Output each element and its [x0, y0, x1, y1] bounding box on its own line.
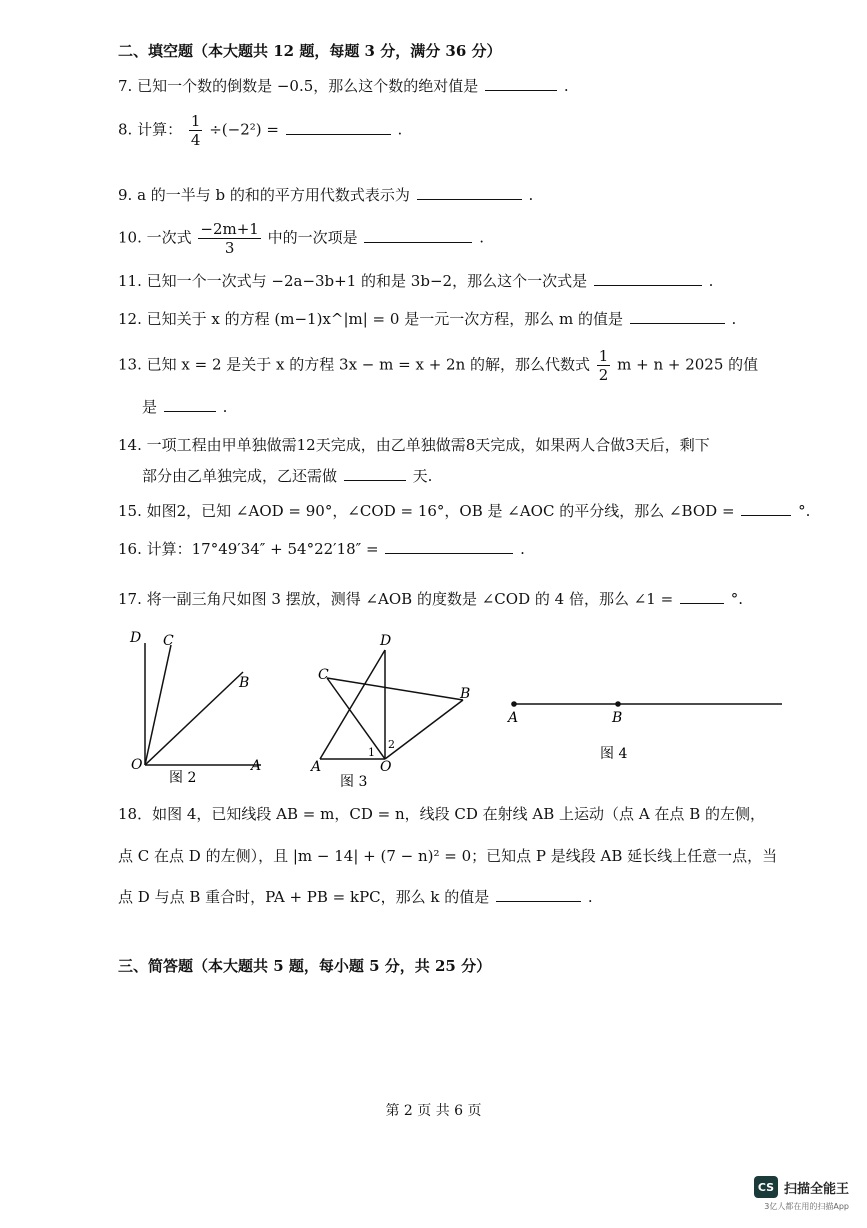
question-18-line1: 18．如图 4，已知线段 AB = m，CD = n，线段 CD 在射线 AB 上运动（点 A 在点 B 的左侧， [118, 805, 765, 823]
question-13-line2 [142, 396, 227, 418]
fig2-label-b: B [239, 675, 250, 691]
question-18-line3 [118, 886, 593, 908]
q7-text: 7. 已知一个数的倒数是 −0.5，那么这个数的绝对值是 [118, 77, 479, 95]
q17-unit: °. [730, 590, 744, 608]
q8-answer-blank[interactable] [286, 120, 391, 135]
fig3-edge-co [327, 678, 385, 759]
q16-text: 16. 计算：17°49′34″ + 54°22′18″ = [118, 540, 379, 558]
q9-answer-blank[interactable] [417, 185, 522, 200]
q13-answer-blank[interactable] [164, 397, 216, 412]
question-16 [118, 538, 525, 560]
question-12 [118, 308, 736, 330]
q10-fraction [198, 220, 260, 257]
fig3-angle-1: 1 [368, 746, 375, 759]
q16-answer-blank[interactable] [385, 539, 513, 554]
question-17 [118, 588, 743, 610]
section-3-title: 三、简答题（本大题共 5 题，每小题 5 分，共 25 分） [118, 957, 492, 975]
page-number: 第 2 页 共 6 页 [385, 1103, 482, 1119]
question-10 [118, 220, 484, 257]
q13-numerator: 1 [598, 347, 609, 365]
fig3-edge-cb [327, 678, 463, 700]
q14-line2-text: 部分由乙单独完成，乙还需做 [142, 467, 338, 485]
q8-denominator: 4 [190, 131, 201, 149]
question-14-line2 [142, 465, 432, 487]
q9-period: . [528, 186, 534, 204]
q9-text: 9. a 的一半与 b 的和的平方用代数式表示为 [118, 186, 410, 204]
q17-text: 17. 将一副三角尺如图 3 摆放，测得 ∠AOB 的度数是 ∠COD 的 4 倍，那么 ∠1 = [118, 590, 674, 608]
question-15 [118, 500, 810, 522]
question-11 [118, 270, 713, 292]
question-9 [118, 184, 533, 206]
fig2-label-a: A [251, 758, 262, 774]
question-7 [118, 75, 569, 97]
q14-unit: 天. [412, 467, 433, 485]
q13-period: . [222, 398, 228, 416]
q10-denominator: 3 [224, 239, 235, 257]
fig3-caption: 图 3 [340, 774, 368, 790]
question-8 [118, 112, 402, 149]
fig2-label-o: O [131, 757, 143, 773]
fig3-label-d: D [380, 633, 392, 649]
fig4-label-b: B [612, 710, 623, 726]
fig2-ray-ob [145, 672, 243, 765]
q10-period: . [479, 228, 484, 247]
question-13 [118, 347, 758, 384]
figure-4 [500, 690, 790, 770]
fig3-label-a: A [311, 759, 322, 775]
fig2-caption: 图 2 [169, 770, 197, 786]
watermark-name: 扫描全能王 [783, 1181, 849, 1197]
q12-period: . [731, 310, 737, 328]
q7-answer-blank[interactable] [485, 76, 557, 91]
q10-label: 10. 一次式 [118, 228, 192, 247]
q15-text: 15. 如图2，已知 ∠AOD = 90°，∠COD = 16°，OB 是 ∠AOC 的平分线，那么 ∠BOD = [118, 502, 735, 520]
q10-answer-blank[interactable] [364, 228, 472, 243]
watermark-subtitle: 3亿人都在用的扫描App [764, 1202, 849, 1211]
q8-fraction [189, 112, 203, 149]
q8-numerator: 1 [190, 112, 201, 130]
q12-answer-blank[interactable] [630, 309, 725, 324]
fig2-label-c: C [163, 633, 174, 649]
fig3-edge-ad [320, 650, 385, 759]
q7-period: . [563, 77, 569, 95]
section-2-title: 二、填空题（本大题共 12 题，每题 3 分，满分 36 分） [118, 42, 502, 60]
q8-period: . [397, 120, 403, 139]
scanner-watermark [754, 1176, 849, 1198]
fig4-point-a [511, 701, 517, 707]
q13-line2-text: 是 [142, 398, 158, 416]
fig3-angle-2: 2 [388, 738, 395, 751]
q10-numerator: −2m+1 [200, 220, 259, 238]
fig4-label-a: A [508, 710, 519, 726]
q18-line3-text: 点 D 与点 B 重合时，PA + PB = kPC，那么 k 的值是 [118, 888, 490, 906]
fig3-label-o: O [380, 759, 392, 775]
q18-period: . [587, 888, 593, 906]
q10-text: 中的一次项是 [267, 228, 358, 247]
q14-answer-blank[interactable] [344, 466, 406, 481]
q13-fraction [597, 347, 611, 384]
figure-2 [125, 625, 275, 790]
figure-3 [300, 628, 485, 793]
q17-answer-blank[interactable] [680, 589, 724, 604]
q13-text: 13. 已知 x = 2 是关于 x 的方程 3x − m = x + 2n 的解，那么代数式 [118, 355, 591, 374]
q16-period: . [520, 540, 525, 558]
fig2-ray-oc [145, 645, 171, 765]
q15-unit: °. [798, 502, 811, 520]
camscanner-logo-icon: CS [754, 1176, 778, 1198]
q8-label: 8. 计算： [118, 120, 183, 139]
q13-text-tail: m + n + 2025 的值 [617, 355, 759, 374]
fig3-label-b: B [460, 686, 471, 702]
q11-answer-blank[interactable] [594, 271, 702, 286]
question-18-line2: 点 C 在点 D 的左侧），且 |m − 14| + (7 − n)² = 0；已知点 P 是线段 AB 延长线上任意一点，当 [118, 847, 778, 865]
fig2-label-d: D [130, 630, 142, 646]
question-14: 14. 一项工程由甲单独做需12天完成，由乙单独做需8天完成，如果两人合做3天后，剩下 [118, 436, 710, 454]
fig4-point-b [615, 701, 621, 707]
fig4-caption: 图 4 [600, 746, 628, 762]
fig3-edge-bo [385, 700, 463, 759]
q8-expression: ÷(−2²) = [209, 120, 279, 139]
q13-denominator: 2 [598, 366, 609, 384]
q11-text: 11. 已知一个一次式与 −2a−3b+1 的和是 3b−2，那么这个一次式是 [118, 272, 588, 290]
fig3-label-c: C [318, 667, 329, 683]
q18-answer-blank[interactable] [496, 887, 581, 902]
q15-answer-blank[interactable] [741, 501, 791, 516]
q11-period: . [708, 272, 714, 290]
q12-text: 12. 已知关于 x 的方程 (m−1)x^|m| = 0 是一元一次方程，那么 m 的值是 [118, 310, 623, 328]
